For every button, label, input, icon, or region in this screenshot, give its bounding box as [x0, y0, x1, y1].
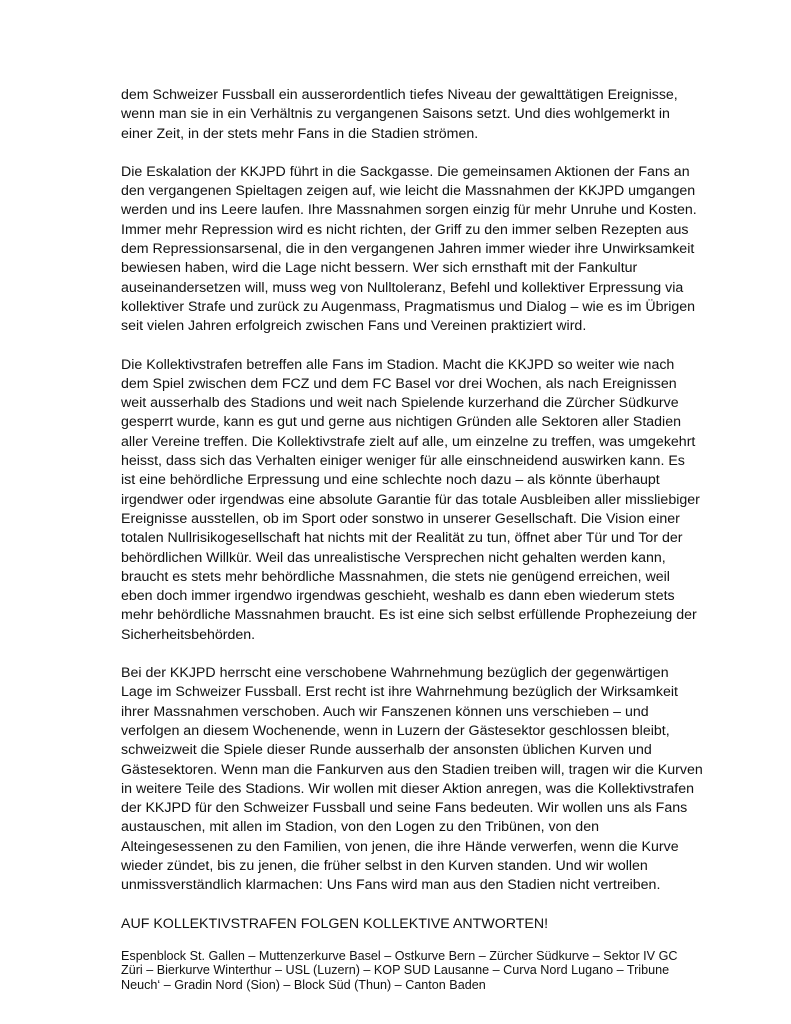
text-line: eben doch immer irgendwo irgendwas geschieht, weshalb es dann eben wiederum stets: [121, 588, 675, 605]
text-line: schweizweit die Spiele dieser Runde ausserhalb der ansonsten üblichen Kurven und: [121, 742, 652, 759]
text-line: Die Eskalation der KKJPD führt in die Sackgasse. Die gemeinsamen Aktionen der Fans an: [121, 163, 690, 180]
text-line: Ereignisse ausstellen, ob im Sport oder sonstwo in unserer Gesellschaft. Die Vision einer: [121, 510, 680, 527]
text-line: Die Kollektivstrafen betreffen alle Fans im Stadion. Macht die KKJPD so weiter wie nach: [121, 356, 675, 373]
signatories-line: Züri – Bierkurve Winterthur – USL (Luzern) – KOP SUD Lausanne – Curva Nord Lugano – Tribune: [121, 963, 670, 978]
text-line: braucht es stets mehr behördliche Massnahmen, die stets nie genügend erreichen, weil: [121, 568, 670, 585]
text-line: Immer mehr Repression wird es nicht richten, der Griff zu den immer selben Rezepten aus: [121, 221, 689, 238]
paragraph-intro-continuation: [121, 86, 691, 144]
text-line: mehr behördliche Massnahmen braucht. Es ist eine sich selbst erfüllende Prophezeiung der: [121, 607, 697, 624]
text-line: gesperrt wurde, kann es gut und gerne aus nichtigen Gründen alle Sektoren aller Stadien: [121, 414, 681, 431]
text-line: werden und ins Leere laufen. Ihre Massnahmen sorgen einzig für mehr Unruhe und Kosten.: [121, 202, 697, 219]
text-line: wieder zündet, bis zu jenen, die früher selbst in den Kurven standen. Und wir wollen: [121, 857, 648, 874]
text-line: Alteingesessenen zu den Familien, von jenen, die ihre Hände verwerfen, wenn die Kurve: [121, 838, 679, 855]
text-line: dem Repressionsarsenal, die in den vergangenen Jahren immer wieder ihre Unwirksamkeit: [121, 241, 695, 258]
text-line: Gästesektoren. Wenn man die Fankurven aus den Stadien treiben will, tragen wir die Kurven: [121, 761, 703, 778]
text-line: wenn man sie in ein Verhältnis zu vergangenen Saisons setzt. Und dies wohlgemerkt in: [121, 106, 670, 123]
text-line: seit vielen Jahren erfolgreich zwischen Fans und Vereinen praktiziert wird.: [121, 318, 587, 335]
text-line: weit ausserhalb des Stadions und weit nach Spielende kurzerhand die Zürcher Südkurve: [121, 395, 679, 412]
text-line: unmissverständlich klarmachen: Uns Fans wird man aus den Stadien nicht vertreiben.: [121, 877, 661, 894]
document-page: [121, 86, 703, 993]
text-line: Lage im Schweizer Fussball. Erst recht ist ihre Wahrnehmung bezüglich der Wirksamkeit: [121, 684, 678, 701]
text-line: aller Vereine treffen. Die Kollektivstrafe zielt auf alle, um einzelne zu treffen, was umgekehrt: [121, 433, 696, 450]
text-line: totalen Nullrisikogesellschaft hat nichts mit der Realität zu tun, öffnet aber Tür und Tor der: [121, 530, 683, 547]
text-line: heisst, dass sich das Verhalten einiger weniger für alle einschneidend auswirken kann. Es: [121, 453, 685, 470]
paragraph-collective-punishment: [121, 356, 700, 645]
text-line: der KKJPD für den Schweizer Fussball und seine Fans bedeuten. Wir wollen uns als Fans: [121, 800, 688, 817]
text-line: in weitere Teile des Stadions. Wir wollen mit dieser Aktion anregen, was die Kollektivstrafen: [121, 780, 695, 797]
text-line: auseinandersetzen will, muss weg von Nulltoleranz, Befehl und kollektiver Erpressung via: [121, 279, 684, 296]
text-line: austauschen, mit allen im Stadion, von den Logen zu den Tribünen, von den: [121, 819, 599, 836]
text-line: dem Spiel zwischen dem FCZ und dem FC Basel vor drei Wochen, als nach Ereignissen: [121, 375, 677, 392]
text-line: ihrer Massnahmen verschoben. Auch wir Fanszenen können uns verschieben – und: [121, 703, 649, 720]
signatories-line: Espenblock St. Gallen – Muttenzerkurve Basel – Ostkurve Bern – Zürcher Südkurve – Sektor IV GC: [121, 948, 678, 963]
text-line: bewiesen haben, wird die Lage nicht bessern. Wer sich ernsthaft mit der Fankultur: [121, 260, 638, 277]
text-line: einer Zeit, in der stets mehr Fans in die Stadien strömen.: [121, 125, 479, 142]
text-line: Bei der KKJPD herrscht eine verschobene Wahrnehmung bezüglich der gegenwärtigen: [121, 665, 669, 682]
slogan-heading: AUF KOLLEKTIVSTRAFEN FOLGEN KOLLEKTIVE ANTWORTEN!: [121, 915, 549, 932]
signatories-list: [121, 949, 691, 993]
text-line: behördlichen Willkür. Weil das unrealistische Versprechen nicht gehalten werden kann,: [121, 549, 666, 566]
text-line: verfolgen an diesem Wochenende, wenn in Luzern der Gästesektor geschlossen bleibt,: [121, 722, 670, 739]
paragraph-escalation: [121, 163, 697, 337]
text-line: kollektiver Strafe und zurück zu Augenmass, Pragmatismus und Dialog – wie es im Übrigen: [121, 298, 696, 315]
paragraph-perception: [121, 664, 703, 896]
text-line: dem Schweizer Fussball ein ausserordentlich tiefes Niveau der gewalttätigen Ereignisse,: [121, 87, 678, 103]
text-line: Sicherheitsbehörden.: [121, 626, 256, 643]
signatories-line: Neuch‘ – Gradin Nord (Sion) – Block Süd (Thun) – Canton Baden: [121, 978, 486, 993]
text-line: den vergangenen Spieltagen zeigen auf, wie leicht die Massnahmen der KKJPD umgangen: [121, 183, 696, 200]
text-line: ist eine behördliche Erpressung und eine schlechte noch dazu – als könnte überhaupt: [121, 472, 660, 489]
text-line: irgendwer oder irgendwas eine absolute Garantie für das totale Ausbleiben aller missliebiger: [121, 491, 700, 508]
